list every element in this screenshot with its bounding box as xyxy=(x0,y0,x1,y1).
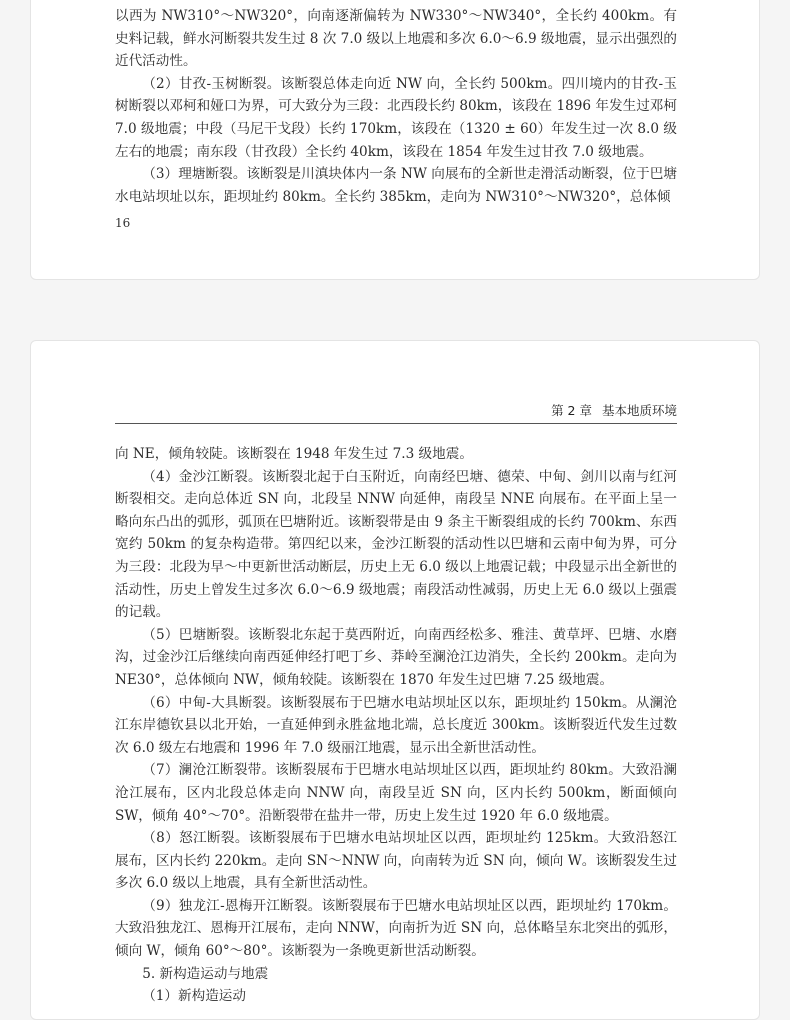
page-16-body xyxy=(115,5,677,208)
paragraph-zhongdian-daju-fault: （6）中甸-大具断裂。该断裂展布于巴塘水电站坝址区以东，距坝址约 150km。从澜沧江东岸德钦县以北开始，一直延伸到永胜盆地北端，总长度近 300km。该断裂近代发生过数次 6.0 级左右地震和 1996 年 7.0 级丽江地震，显示出全新世活动性。 xyxy=(115,694,677,756)
page-16 xyxy=(30,0,760,280)
page-17 xyxy=(30,340,760,1020)
subsection-heading: （1）新构造运动 xyxy=(142,988,246,1005)
paragraph-batang-fault: （5）巴塘断裂。该断裂北东起于莫西附近，向南西经松多、雅洼、黄草坪、巴塘、水磨沟，过金沙江后继续向南西延伸经打吧丁乡、莽岭至澜沧江边消失，全长约 200km。走向为 NE30°，总体倾向 NW，倾角较陡。该断裂在 1870 年发生过巴塘 7.25 级地震。 xyxy=(115,626,677,688)
header-title: 基本地质环境 xyxy=(601,403,677,418)
paragraph-jinshajiang-fault: （4）金沙江断裂。该断裂北起于白玉附近，向南经巴塘、德荣、中甸、剑川以南与红河断裂相交。走向总体近 SN 向，北段呈 NNW 向延伸，南段呈 NNE 向展布。在平面上呈一略向东凸出的弧形，弧顶在巴塘附近。该断裂带是由 9 条主干断裂组成的长约 700km、东西宽约 50km 的复杂构造带。第四纪以来，金沙江断裂的活动性以巴塘和云南中甸为界，可分为三段：北段为早～中更新世活动断层，历史上无 6.0 级以上地震记载；中段显示出全新世的活动性，历史上曾发生过多次 6.0～6.9 级地震；南段活动性减弱，历史上无 6.0 级以上强震的记载。 xyxy=(115,468,677,621)
paragraph-litang-continued: 向 NE，倾角较陡。该断裂在 1948 年发生过 7.3 级地震。 xyxy=(115,446,473,462)
paragraph-lancangjiang-fault: （7）澜沧江断裂带。该断裂展布于巴塘水电站坝址区以西，距坝址约 80km。大致沿澜沧江展布，区内北段总体走向 NNW 向，南段呈近 SN 向，区内长约 500km，断面倾向 SW，倾角 40°～70°。沿断裂带在盐井一带，历史上发生过 1920 年 6.0 级地震。 xyxy=(115,762,677,824)
paragraph-ganzi-yushu-fault: （2）甘孜-玉树断裂。该断裂总体走向近 NW 向，全长约 500km。四川境内的甘孜-玉树断裂以邓柯和娅口为界，可大致分为三段：北西段长约 80km，该段在 1896 年发生过邓柯 7.0 级地震；中段（马尼干戈段）长约 170km，该段在（1320 ± 60）年发生过一次 8.0 级左右的地震；南东段（甘孜段）全长约 40km，该段在 1854 年发生过甘孜 7.0 级地震。 xyxy=(115,75,677,160)
paragraph-xianshuihe-end: 以西为 NW310°～NW320°，向南逐渐偏转为 NW330°～NW340°，全长约 400km。有史料记载，鲜水河断裂共发生过 8 次 7.0 级以上地震和多次 6.0～6.9 级地震，显示出强烈的近代活动性。 xyxy=(115,8,677,70)
page-number: 16 xyxy=(115,216,131,230)
page-17-body xyxy=(115,443,677,1008)
header-chapter: 第 2 章 xyxy=(551,403,592,418)
section-heading: 5. 新构造运动与地震 xyxy=(142,965,269,982)
paragraph-litang-fault: （3）理塘断裂。该断裂是川滇块体内一条 NW 向展布的全新世走滑活动断裂，位于巴塘水电站坝址以东，距坝址约 80km。全长约 385km，走向为 NW310°～NW320°，总体倾 xyxy=(115,166,677,205)
paragraph-dulongjiang-fault: （9）独龙江-恩梅开江断裂。该断裂展布于巴塘水电站坝址区以西，距坝址约 170km。大致沿独龙江、恩梅开江展布，走向 NNW，向南折为近 SN 向，总体略呈东北突出的弧形，倾向 W，倾角 60°～80°。该断裂为一条晚更新世活动断裂。 xyxy=(115,897,677,960)
paragraph-nujiang-fault: （8）怒江断裂。该断裂展布于巴塘水电站坝址区以西，距坝址约 125km。大致沿怒江展布，区内长约 220km。走向 SN～NNW 向，向南转为近 SN 向，倾向 W。该断裂发生过多次 6.0 级以上地震，具有全新世活动性。 xyxy=(115,830,677,892)
running-header xyxy=(115,401,677,424)
